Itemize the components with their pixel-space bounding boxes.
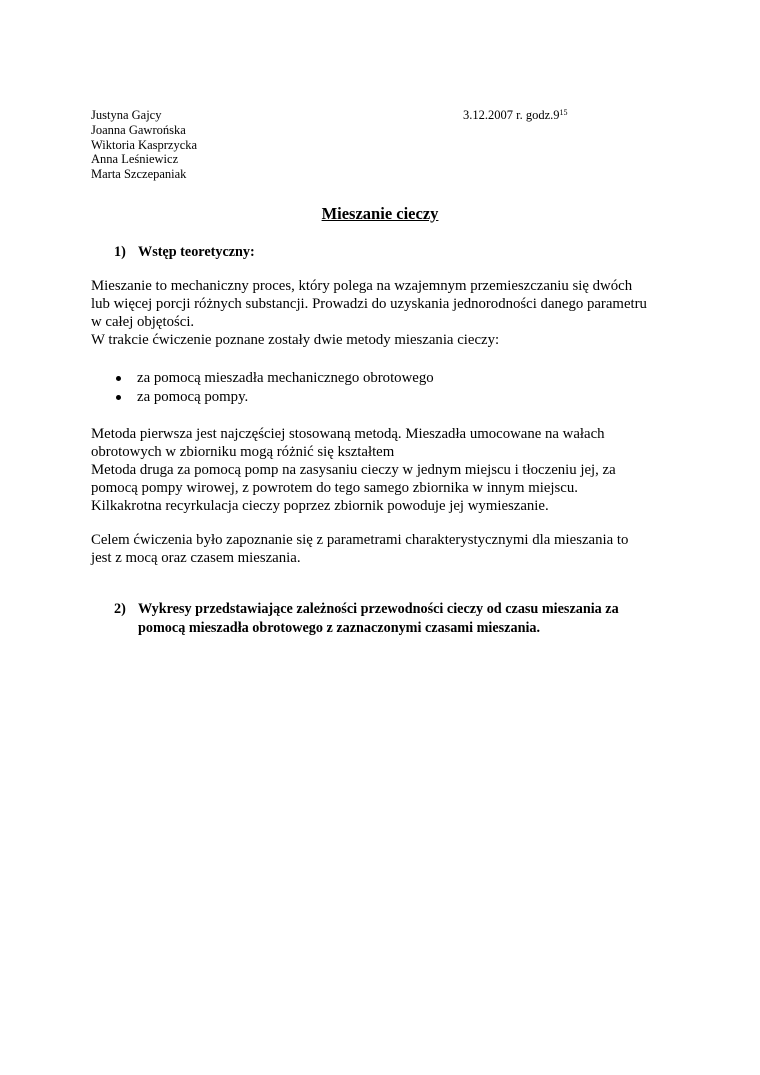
text-line: w całej objętości. bbox=[91, 314, 195, 330]
text-line: lub więcej porcji różnych substancji. Prowadzi do uzyskania jednorodności danego parametru bbox=[91, 296, 647, 312]
section-heading-1 bbox=[114, 243, 314, 263]
text-line: Mieszanie to mechaniczny proces, który polega na wzajemnym przemieszczaniu się dwóch bbox=[91, 278, 633, 294]
bullet-icon bbox=[116, 395, 121, 400]
paragraph-intro bbox=[91, 277, 647, 349]
date-text: 3.12.2007 r. godz.9 bbox=[463, 108, 560, 122]
section-title: Wstęp teoretyczny: bbox=[138, 244, 255, 260]
text-line: jest z mocą oraz czasem mieszania. bbox=[91, 550, 301, 566]
text-line: Kilkakrotna recyrkulacja cieczy poprzez zbiornik powoduje jej wymieszanie. bbox=[91, 498, 549, 514]
author-name: Marta Szczepaniak bbox=[91, 167, 187, 182]
paragraph-goal bbox=[91, 531, 628, 567]
section-title-line: pomocą mieszadła obrotowego z zaznaczonymi czasami mieszania. bbox=[138, 620, 541, 636]
author-name: Wiktoria Kasprzycka bbox=[91, 137, 198, 152]
section-number: 2) bbox=[114, 601, 126, 617]
list-item-text: za pomocą pompy. bbox=[137, 389, 249, 405]
list-item bbox=[116, 369, 434, 388]
author-name: Justyna Gajcy bbox=[91, 108, 162, 122]
paragraph-methods bbox=[91, 425, 616, 515]
section-title-line: Wykresy przedstawiające zależności przewodności cieczy od czasu mieszania za bbox=[138, 601, 619, 617]
section-heading-2 bbox=[114, 600, 674, 640]
text-line: Metoda druga za pomocą pomp na zasysaniu cieczy w jednym miejscu i tłoczeniu jej, za bbox=[91, 462, 616, 478]
list-item bbox=[116, 388, 434, 407]
text-line: Celem ćwiczenia było zapoznanie się z parametrami charakterystycznymi dla mieszania to bbox=[91, 532, 629, 548]
date-time bbox=[463, 108, 568, 123]
date-minutes: 15 bbox=[559, 108, 568, 117]
bullet-icon bbox=[116, 376, 121, 381]
text-line: Metoda pierwsza jest najczęściej stosowaną metodą. Mieszadła umocowane na wałach bbox=[91, 426, 605, 442]
bullet-list bbox=[116, 369, 434, 407]
section-number: 1) bbox=[114, 244, 126, 260]
list-item-text: za pomocą mieszadła mechanicznego obrotowego bbox=[137, 370, 434, 386]
author-list bbox=[91, 108, 197, 182]
author-name: Anna Leśniewicz bbox=[91, 152, 179, 167]
text-line: W trakcie ćwiczenie poznane zostały dwie metody mieszania cieczy: bbox=[91, 332, 500, 348]
author-name: Joanna Gawrońska bbox=[91, 122, 186, 137]
document-title: Mieszanie cieczy bbox=[321, 204, 439, 223]
text-line: obrotowych w zbiorniku mogą różnić się kształtem bbox=[91, 444, 395, 460]
section-title bbox=[138, 600, 619, 638]
text-line: pomocą pompy wirowej, z powrotem do tego samego zbiornika w innym miejscu. bbox=[91, 480, 578, 496]
